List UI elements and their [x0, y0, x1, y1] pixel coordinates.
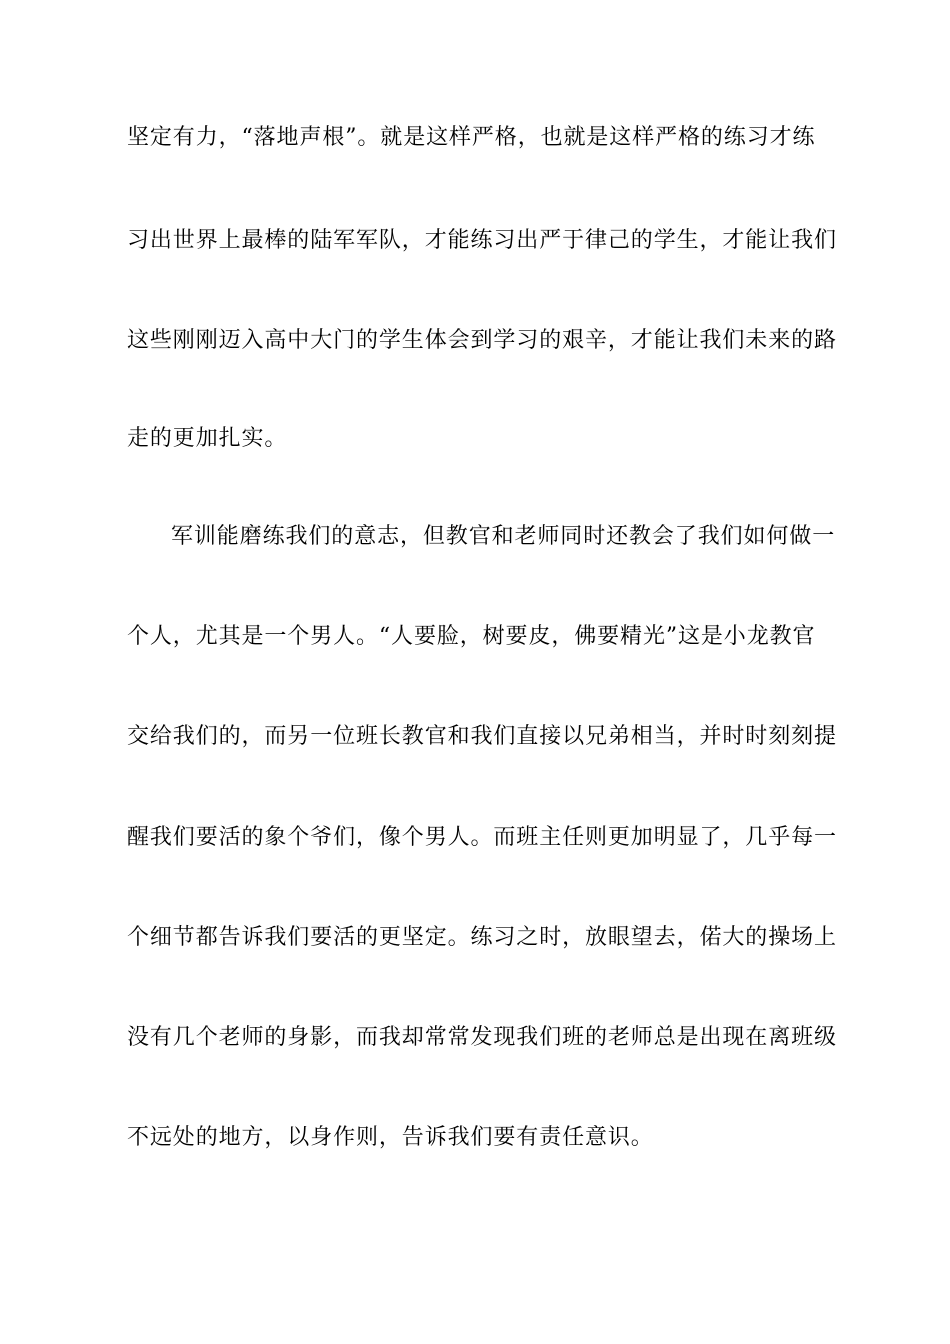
paragraph-1-line-1: 坚定有力，“落地声根”。就是这样严格，也就是这样严格的练习才练 [127, 125, 816, 150]
paragraph-1-line-3: 这些刚刚迈入高中大门的学生体会到学习的艰辛，才能让我们未来的路 [127, 328, 837, 353]
paragraph-2-line-6: 没有几个老师的身影，而我却常常发现我们班的老师总是出现在离班级 [127, 1025, 837, 1050]
paragraph-2-line-7: 不远处的地方，以身作则，告诉我们要有责任意识。 [127, 1125, 654, 1150]
paragraph-2-line-4: 醒我们要活的象个爷们，像个男人。而班主任则更加明显了，几乎每一 [127, 825, 837, 850]
paragraph-2-line-2: 个人，尤其是一个男人。“人要脸，树要皮，佛要精光”这是小龙教官 [127, 624, 816, 649]
paragraph-2-line-5: 个细节都告诉我们要活的更坚定。练习之时，放眼望去，偌大的操场上 [127, 925, 837, 950]
paragraph-1-line-2: 习出世界上最棒的陆军军队，才能练习出严于律己的学生，才能让我们 [127, 228, 837, 253]
paragraph-2-line-1: 军训能磨练我们的意志，但教官和老师同时还教会了我们如何做一 [171, 524, 836, 549]
paragraph-2-line-3: 交给我们的，而另一位班长教官和我们直接以兄弟相当，并时时刻刻提 [127, 724, 837, 749]
paragraph-1-line-4: 走的更加扎实。 [127, 426, 288, 451]
